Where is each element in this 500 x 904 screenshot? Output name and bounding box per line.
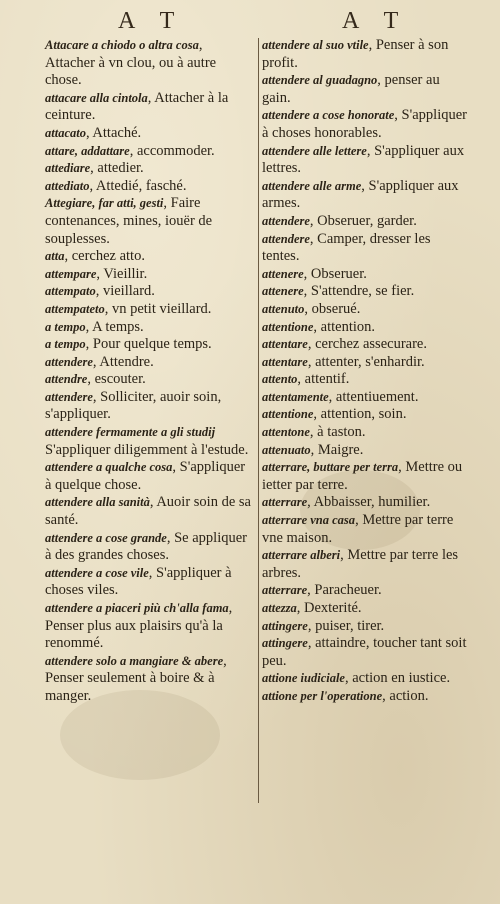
dictionary-entry [45, 266, 255, 284]
left-column [45, 37, 255, 706]
entry-definition: , Attendre. [92, 353, 154, 370]
dictionary-entry [262, 143, 467, 178]
entry-headword: attendere fermamente a gli studij [45, 425, 216, 440]
dictionary-entry [45, 125, 255, 143]
column-divider [258, 38, 259, 803]
entry-headword: attendere alle lettere [262, 143, 367, 158]
dictionary-entry [262, 688, 467, 706]
entry-definition: , Maigre. [310, 441, 364, 458]
entry-headword: atterrare [262, 495, 308, 510]
dictionary-entry [262, 459, 467, 494]
dictionary-entry [45, 178, 255, 196]
entry-headword: atterrare, buttare per terra [262, 460, 399, 475]
entry-definition: , à taston. [309, 424, 366, 441]
entry-definition: , Obseruer. [303, 265, 367, 282]
dictionary-entry [262, 547, 467, 582]
entry-definition: , Penser plus aux plaisirs qu'à la renommé. [45, 600, 233, 652]
entry-definition: , Obseruer, garder. [309, 212, 417, 229]
dictionary-entry [262, 635, 467, 670]
entry-headword: attempateto [45, 301, 105, 316]
entry-definition: , attedier. [90, 160, 144, 177]
dictionary-entry [45, 459, 255, 494]
dictionary-entry [262, 213, 467, 231]
entry-headword: attenere [262, 266, 304, 281]
dictionary-entry [45, 389, 255, 424]
entry-headword: attione per l'operatione [262, 688, 383, 703]
entry-headword: attendere [262, 213, 310, 228]
entry-definition: , penser au gain. [262, 72, 440, 106]
entry-definition: , puiser, tirer. [307, 617, 385, 634]
entry-headword: attacato [45, 125, 86, 140]
dictionary-entry [45, 354, 255, 372]
dictionary-entry [45, 336, 255, 354]
entry-headword: attendere a cose honorate [262, 108, 395, 123]
entry-headword: Attegiare, far atti, gesti [45, 196, 164, 211]
entry-headword: attezza [262, 601, 297, 615]
entry-headword: atterrare [262, 583, 308, 598]
entry-headword: attendere al guadagno [262, 73, 378, 88]
dictionary-entry [262, 371, 467, 389]
entry-headword: attentare [262, 354, 308, 369]
dictionary-entry [262, 231, 467, 266]
entry-headword: atterrare alberi [262, 548, 341, 563]
entry-definition: , cerchez assecurare. [307, 336, 427, 353]
entry-headword: attendere [262, 231, 310, 246]
entry-definition: , vn petit vieillard. [104, 300, 212, 317]
entry-definition: , attenter, s'enhardir. [307, 353, 425, 370]
right-column [262, 37, 467, 706]
entry-definition: , attaindre, toucher tant soit peu. [262, 635, 467, 669]
entry-headword: a tempo [45, 337, 86, 352]
entry-headword: attediare [45, 161, 91, 176]
entry-headword: attempato [45, 284, 96, 299]
entry-headword: attediato [45, 178, 90, 193]
dictionary-entry [45, 90, 255, 125]
entry-definition: , cerchez atto. [64, 248, 145, 265]
entry-headword: attentamente [262, 389, 329, 404]
entry-definition: , A temps. [85, 318, 144, 335]
entry-headword: attacare alla cintola [45, 90, 148, 105]
entry-headword: atta [45, 249, 65, 264]
entry-headword: attendere a qualche cosa [45, 460, 173, 475]
entry-headword: attendre [45, 372, 88, 387]
entry-definition: , Mettre ou ietter par terre. [262, 459, 463, 493]
entry-headword: atterrare vna casa [262, 513, 356, 528]
dictionary-entry [262, 319, 467, 337]
dictionary-entry [262, 178, 467, 213]
entry-definition: , Attaché. [85, 124, 142, 141]
dictionary-entry [45, 283, 255, 301]
entry-headword: attentare [262, 337, 308, 352]
entry-definition: , S'appliquer aux lettres. [262, 142, 465, 177]
entry-headword: attentone [262, 425, 310, 440]
dictionary-entry [45, 600, 255, 653]
entry-definition: , Penser à son profit. [262, 37, 449, 71]
entry-definition: , escouter. [87, 371, 146, 388]
dictionary-entry [262, 354, 467, 372]
running-header [0, 8, 500, 38]
dictionary-entry [262, 301, 467, 319]
entry-definition: , S'appliquer à choses honorables. [262, 107, 467, 141]
entry-headword: attendere a piaceri più ch'alla fama [45, 601, 229, 615]
entry-definition: , Abbaisser, humilier. [307, 494, 431, 511]
dictionary-entry [262, 406, 467, 424]
dictionary-entry [262, 512, 467, 547]
dictionary-entry [262, 442, 467, 460]
entry-headword: attenuto [262, 301, 305, 316]
dictionary-entry [45, 143, 255, 161]
dictionary-entry [262, 72, 467, 107]
dictionary-entry [262, 389, 467, 407]
dictionary-entry [45, 248, 255, 266]
dictionary-entry [45, 195, 255, 248]
entry-definition: , Mettre par terre vne maison. [262, 512, 454, 546]
dictionary-entry [45, 301, 255, 319]
dictionary-entry [262, 670, 467, 688]
dictionary-entry [262, 600, 467, 618]
entry-definition: , Attedié, fasché. [89, 177, 187, 194]
entry-definition: , accommoder. [129, 142, 215, 159]
entry-headword: attendere al suo vtile [262, 38, 369, 52]
entry-headword: attingere [262, 618, 308, 633]
entry-definition: , action en iustice. [344, 670, 451, 687]
entry-headword: attendere a cose vile [45, 565, 149, 580]
entry-definition: , Faire contenances, mines, iouër de souplesses. [45, 195, 213, 247]
entry-definition: , obserué. [304, 300, 361, 317]
dictionary-entry [45, 565, 255, 600]
dictionary-entry [262, 618, 467, 636]
entry-definition: , Solliciter, auoir soin, s'appliquer. [45, 388, 222, 423]
dictionary-entry [262, 494, 467, 512]
entry-definition: , Attacher à la ceinture. [45, 89, 229, 124]
entry-definition: , vieillard. [95, 283, 155, 300]
entry-definition: , Penser seulement à boire & à manger. [45, 652, 227, 704]
entry-definition: , Pour quelque temps. [85, 336, 212, 353]
dictionary-entry [45, 424, 255, 459]
entry-headword: a tempo [45, 319, 86, 334]
dictionary-entry [45, 530, 255, 565]
dictionary-entry [262, 37, 467, 72]
entry-definition: , S'appliquer aux armes. [262, 177, 459, 212]
entry-headword: attendere a cose grande [45, 530, 167, 545]
entry-headword: attendere [45, 389, 93, 404]
right-running-head: A T [342, 8, 409, 34]
dictionary-entry [262, 336, 467, 354]
entry-definition: , Se appliquer à des grandes choses. [45, 529, 247, 564]
dictionary-entry [262, 424, 467, 442]
entry-headword: Attacare a chiodo o altra cosa [45, 38, 199, 52]
entry-definition: , Mettre par terre les arbres. [262, 547, 459, 581]
dictionary-entry [45, 371, 255, 389]
entry-definition: , Attacher à vn clou, ou à autre chose. [45, 37, 217, 89]
entry-definition: , Vieillir. [96, 265, 148, 282]
entry-definition: , action. [382, 687, 429, 704]
entry-definition: S'appliquer diligemment à l'estude. [45, 441, 249, 458]
entry-definition: , Paracheuer. [307, 582, 382, 599]
entry-headword: attare, addattare [45, 143, 130, 158]
entry-headword: attendere [45, 354, 93, 369]
entry-headword: attingere [262, 636, 308, 651]
entry-definition: , attentif. [297, 371, 350, 388]
entry-headword: attentione [262, 319, 314, 334]
left-running-head: A T [118, 8, 185, 34]
dictionary-entry [45, 319, 255, 337]
dictionary-entry [45, 494, 255, 529]
entry-definition: , Auoir soin de sa santé. [45, 494, 251, 529]
entry-headword: attenere [262, 284, 304, 299]
entry-definition: , Camper, dresser les tentes. [262, 230, 431, 265]
dictionary-entry [262, 107, 467, 142]
entry-definition: , attention. [313, 318, 376, 335]
dictionary-entry [45, 37, 255, 90]
entry-definition: , S'appliquer à choses viles. [45, 564, 232, 599]
entry-headword: attenuato [262, 442, 311, 457]
entry-definition: , attention, soin. [313, 406, 407, 423]
entry-definition: , Dexterité. [296, 600, 362, 616]
dictionary-entry [262, 582, 467, 600]
entry-headword: attempare [45, 266, 97, 281]
entry-headword: attendere alle arme [262, 178, 362, 193]
entry-headword: attendere solo a mangiare & abere [45, 653, 224, 668]
entry-headword: attentione [262, 407, 314, 422]
dictionary-entry [45, 160, 255, 178]
dictionary-entry [262, 283, 467, 301]
entry-headword: attento [262, 372, 298, 387]
dictionary-entry [45, 653, 255, 706]
entry-definition: , S'attendre, se fier. [303, 283, 415, 300]
entry-headword: attendere alla sanità [45, 495, 150, 510]
dictionary-entry [262, 266, 467, 284]
entry-definition: , attentiuement. [328, 388, 419, 405]
entry-definition: , S'appliquer à quelque chose. [45, 459, 246, 493]
entry-headword: attione iudiciale [262, 671, 345, 686]
